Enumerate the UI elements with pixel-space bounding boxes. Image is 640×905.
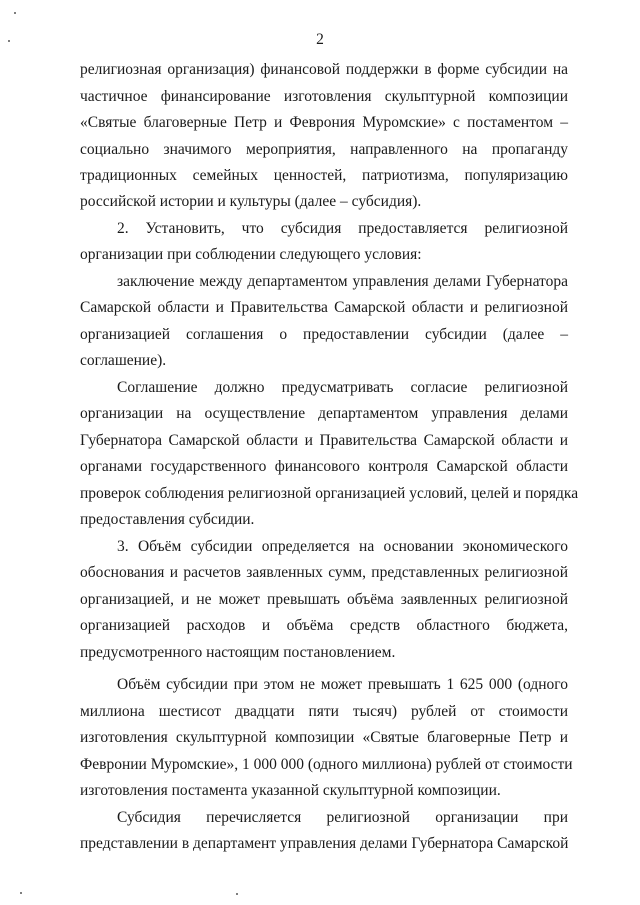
text-line: изготовления скульптурной композиции «Святые благоверные Петр и (80, 729, 568, 746)
text-line: изготовления постамента указанной скульптурной композиции. (80, 782, 501, 799)
text-line: религиозная организация) финансовой поддержки в форме субсидии на (80, 61, 568, 78)
text-line: социально значимого мероприятия, направленного на пропаганду (80, 141, 568, 158)
scan-speck (8, 40, 10, 42)
scan-speck (236, 893, 238, 895)
text-line: организации на осуществление департаментом управления делами (80, 405, 568, 422)
text-line: заключение между департаментом управления делами Губернатора (117, 273, 568, 290)
text-line: традиционных семейных ценностей, патриотизма, популяризацию (80, 167, 568, 184)
text-line: представлении в департамент управления делами Губернатора Самарской (80, 835, 569, 852)
text-line: организации при соблюдении следующего условия: (80, 246, 422, 263)
text-line: проверок соблюдения религиозной организацией условий, целей и порядка (80, 485, 579, 502)
page-number: 2 (316, 31, 324, 48)
text-line: органами государственного финансового контроля Самарской области (80, 458, 568, 475)
text-line: Субсидия перечисляется религиозной организации при (117, 809, 568, 826)
scan-speck (20, 892, 22, 894)
text-line: «Святые благоверные Петр и Феврония Муромские» с постаментом – (80, 114, 568, 131)
text-line: организацией расходов и объёма средств областного бюджета, (80, 617, 568, 634)
text-line: обоснования и расчетов заявленных сумм, представленных религиозной (80, 564, 568, 581)
text-line: предусмотренного настоящим постановлением. (80, 644, 396, 661)
text-line: российской истории и культуры (далее – субсидия). (80, 193, 422, 210)
text-line: соглашение). (80, 352, 167, 369)
text-line: Соглашение должно предусматривать согласие религиозной (117, 379, 568, 396)
text-line: 2. Установить, что субсидия предоставляется религиозной (117, 220, 568, 237)
scan-speck (14, 12, 16, 14)
text-line: миллиона шестисот двадцати пяти тысяч) рублей от стоимости (80, 703, 568, 720)
text-line: Февронии Муромские», 1 000 000 (одного миллиона) рублей от стоимости (80, 756, 573, 773)
text-line: Объём субсидии при этом не может превышать 1 625 000 (одного (117, 676, 568, 693)
text-line: организацией соглашения о предоставлении субсидии (далее – (80, 326, 568, 343)
text-line: Самарской области и Правительства Самарской области и религиозной (80, 299, 568, 316)
text-line: частичное финансирование изготовления скульптурной композиции (80, 88, 568, 105)
text-line: Губернатора Самарской области и Правительства Самарской области и (80, 432, 568, 449)
text-line: 3. Объём субсидии определяется на основании экономического (117, 538, 568, 555)
text-line: организацией, и не может превышать объёма заявленных религиозной (80, 591, 568, 608)
text-line: предоставления субсидии. (80, 511, 255, 528)
